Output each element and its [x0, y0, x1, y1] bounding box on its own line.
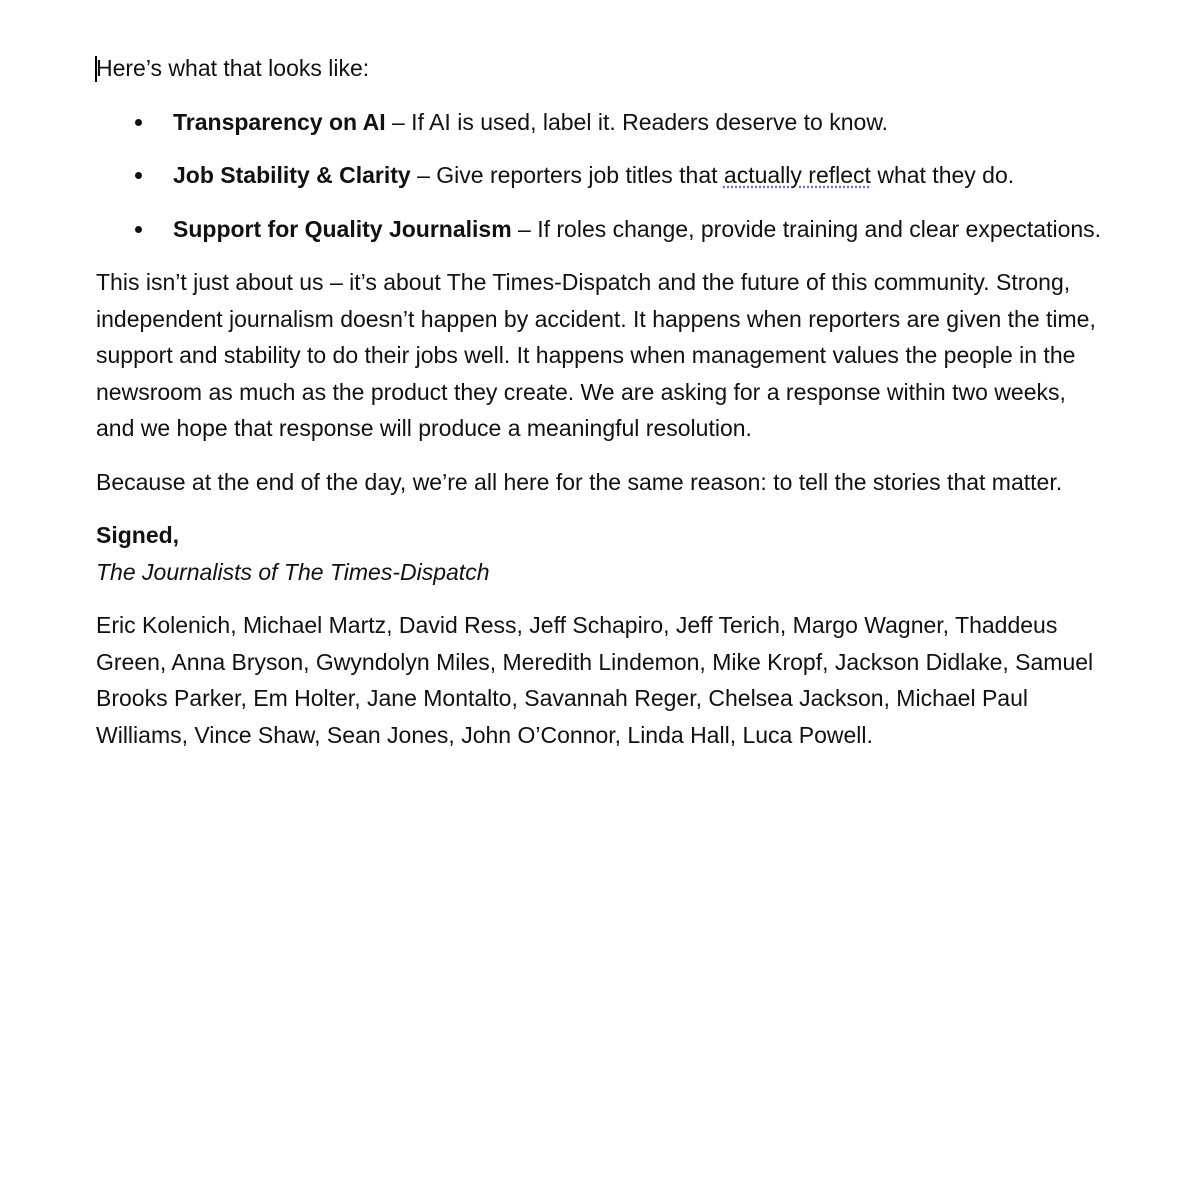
list-item-transparency: [173, 104, 1106, 141]
signoff-label: Signed,: [96, 522, 180, 548]
bullet-icon: [135, 172, 142, 179]
text-cursor: [95, 56, 97, 82]
bullet-icon: [135, 119, 142, 126]
intro-text: Here’s what that looks like:: [96, 55, 370, 81]
demands-list: [96, 104, 1106, 248]
bullet-text: what they do.: [870, 162, 1015, 188]
bullet-text: – If roles change, provide training and clear expectations.: [511, 215, 1102, 242]
closing-paragraph: Because at the end of the day, we’re all here for the same reason: to tell the stories that matter.: [96, 468, 1063, 495]
list-item-quality-journalism: [173, 211, 1106, 248]
bullet-title: Transparency on AI: [173, 108, 386, 135]
bullet-text: – Give reporters job titles that: [410, 162, 724, 188]
list-item-job-stability: [173, 157, 1106, 194]
signatories-list: Eric Kolenich, Michael Martz, David Ress, Jeff Schapiro, Jeff Terich, Margo Wagner, Thaddeus Green, Anna Bryson, Gwyndolyn Miles, Meredith Lindemon, Mike Kropf, Jackson Didlake, Samuel Brooks Parker, Em Holter, Jane Montalto, Savannah Reger, Chelsea Jackson, Michael Paul Williams, Vince Shaw, Sean Jones, John O’Connor, Linda Hall, Luca Powell.: [96, 612, 1094, 748]
bullet-title: Job Stability & Clarity: [173, 162, 411, 188]
bullet-text: – If AI is used, label it. Readers deserve to know.: [385, 108, 889, 135]
signoff-organization: The Journalists of The Times-Dispatch: [96, 558, 490, 585]
intro-line[interactable]: [96, 50, 1106, 87]
bullet-title: Support for Quality Journalism: [173, 215, 512, 242]
grammar-suggestion-flag[interactable]: actually reflect: [723, 162, 871, 188]
bullet-icon: [135, 226, 142, 233]
body-paragraph: This isn’t just about us – it’s about The Times-Dispatch and the future of this community. Strong, independent journalism doesn’t happen by accident. It happens when reporters are given the time, support and stability to do their jobs well. It happens when management values the people in the newsroom as much as the product they create. We are asking for a response within two weeks, and we hope that response will produce a meaningful resolution.: [96, 269, 1096, 441]
